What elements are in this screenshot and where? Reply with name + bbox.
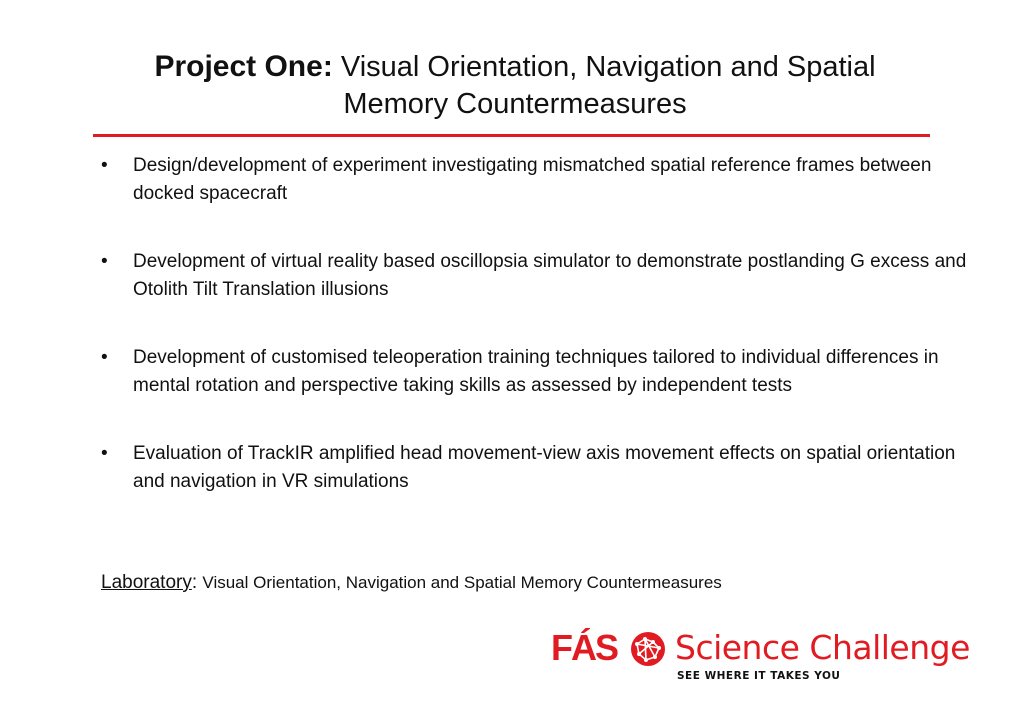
laboratory-colon: : — [191, 572, 198, 593]
bullet-text: Development of customised teleoperation training techniques tailored to individual differences in mental rotation and perspective taking skills as assessed by independent tests — [133, 347, 939, 396]
logo-tagline: SEE WHERE IT TAKES YOU — [677, 670, 841, 682]
laboratory-line — [101, 570, 722, 596]
bullet-text: Development of virtual reality based oscillopsia simulator to demonstrate postlanding G excess and Otolith Tilt Translation illusions — [133, 251, 967, 300]
title-divider — [93, 134, 930, 137]
bullet-marker: • — [101, 347, 108, 368]
bullet-item — [101, 248, 981, 304]
science-challenge-text: Science Challenge — [675, 628, 970, 667]
slide-title — [60, 48, 970, 123]
title-line-2: Memory Countermeasures — [343, 88, 687, 120]
laboratory-label: Laboratory — [101, 572, 192, 593]
bullet-marker: • — [101, 251, 108, 272]
title-prefix: Project One: — [154, 50, 333, 83]
bullet-list — [101, 152, 981, 536]
fas-science-challenge-logo — [551, 622, 991, 688]
bullet-item — [101, 344, 981, 400]
bullet-marker: • — [101, 155, 108, 176]
fas-logo-text: FÁS — [551, 627, 617, 668]
bullet-text: Evaluation of TrackIR amplified head movement-view axis movement effects on spatial orientation and navigation in VR simulations — [133, 443, 956, 492]
bullet-marker: • — [101, 443, 108, 464]
laboratory-name: Visual Orientation, Navigation and Spatial Memory Countermeasures — [202, 573, 722, 592]
bullet-item — [101, 440, 981, 496]
title-line-1: Visual Orientation, Navigation and Spatial — [340, 51, 876, 83]
bullet-item — [101, 152, 981, 208]
bullet-text: Design/development of experiment investigating mismatched spatial reference frames between docked spacecraft — [133, 155, 932, 204]
globe-network-icon — [629, 630, 667, 668]
